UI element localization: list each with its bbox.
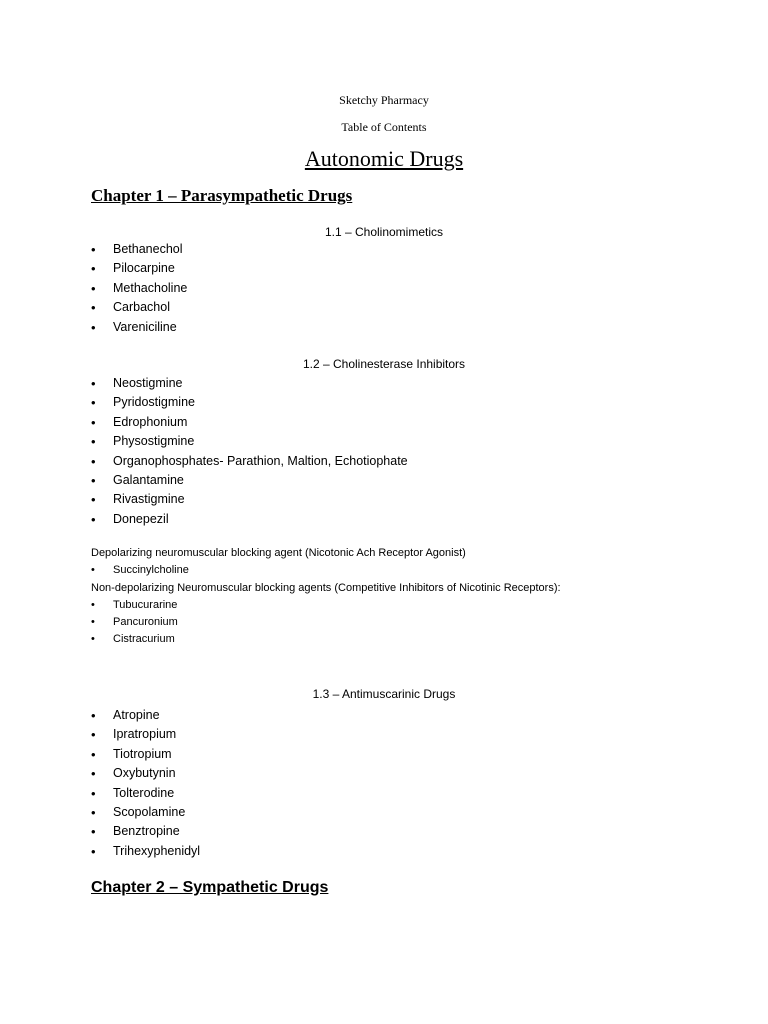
list-item: • Tubucurarine bbox=[91, 597, 178, 614]
list-item: • Bethanechol bbox=[91, 240, 187, 259]
list-item: • Succinylcholine bbox=[91, 562, 189, 579]
chapter-1-title: Chapter 1 – Parasympathetic Drugs bbox=[91, 186, 353, 205]
list-item: • Pyridostigmine bbox=[91, 393, 408, 412]
list-item: • Donepezil bbox=[91, 510, 408, 529]
antimuscarinic-list bbox=[91, 706, 200, 861]
list-item: • Pancuronium bbox=[91, 614, 178, 631]
chapter-2-title: Chapter 2 – Sympathetic Drugs bbox=[91, 879, 329, 896]
list-item: • Methacholine bbox=[91, 279, 187, 298]
toc-label: Table of Contents bbox=[341, 120, 427, 134]
list-item: • Physostigmine bbox=[91, 432, 408, 451]
list-item: • Edrophonium bbox=[91, 413, 408, 432]
section-1-2-heading: 1.2 – Cholinesterase Inhibitors bbox=[302, 357, 466, 371]
list-item: • Oxybutynin bbox=[91, 764, 200, 783]
document-title: Autonomic Drugs bbox=[304, 146, 464, 171]
publisher-name: Sketchy Pharmacy bbox=[339, 93, 429, 107]
list-item: • Trihexyphenidyl bbox=[91, 842, 200, 861]
depolarizing-label: Depolarizing neuromuscular blocking agent (Nicotonic Ach Receptor Agonist) bbox=[91, 547, 466, 559]
list-item: • Ipratropium bbox=[91, 725, 200, 744]
list-item: • Pilocarpine bbox=[91, 259, 187, 278]
list-item: • Atropine bbox=[91, 706, 200, 725]
list-item: • Rivastigmine bbox=[91, 490, 408, 509]
cholinomimetics-list bbox=[91, 240, 187, 337]
list-item: • Scopolamine bbox=[91, 803, 200, 822]
list-item: • Carbachol bbox=[91, 298, 187, 317]
list-item: • Organophosphates- Parathion, Maltion, Echotiophate bbox=[91, 452, 408, 471]
non-depolarizing-label: Non-depolarizing Neuromuscular blocking agents (Competitive Inhibitors of Nicotinic Receptors): bbox=[91, 582, 561, 594]
list-item: • Benztropine bbox=[91, 822, 200, 841]
list-item: • Vareniciline bbox=[91, 318, 187, 337]
list-item: • Tiotropium bbox=[91, 745, 200, 764]
depolarizing-list bbox=[91, 562, 189, 579]
list-item: • Galantamine bbox=[91, 471, 408, 490]
section-1-3-heading: 1.3 – Antimuscarinic Drugs bbox=[312, 687, 456, 701]
list-item: • Cistracurium bbox=[91, 631, 178, 648]
list-item: • Tolterodine bbox=[91, 784, 200, 803]
list-item: • Neostigmine bbox=[91, 374, 408, 393]
section-1-1-heading: 1.1 – Cholinomimetics bbox=[324, 225, 444, 239]
non-depolarizing-list bbox=[91, 597, 178, 648]
cholinesterase-inhibitors-list bbox=[91, 374, 408, 529]
